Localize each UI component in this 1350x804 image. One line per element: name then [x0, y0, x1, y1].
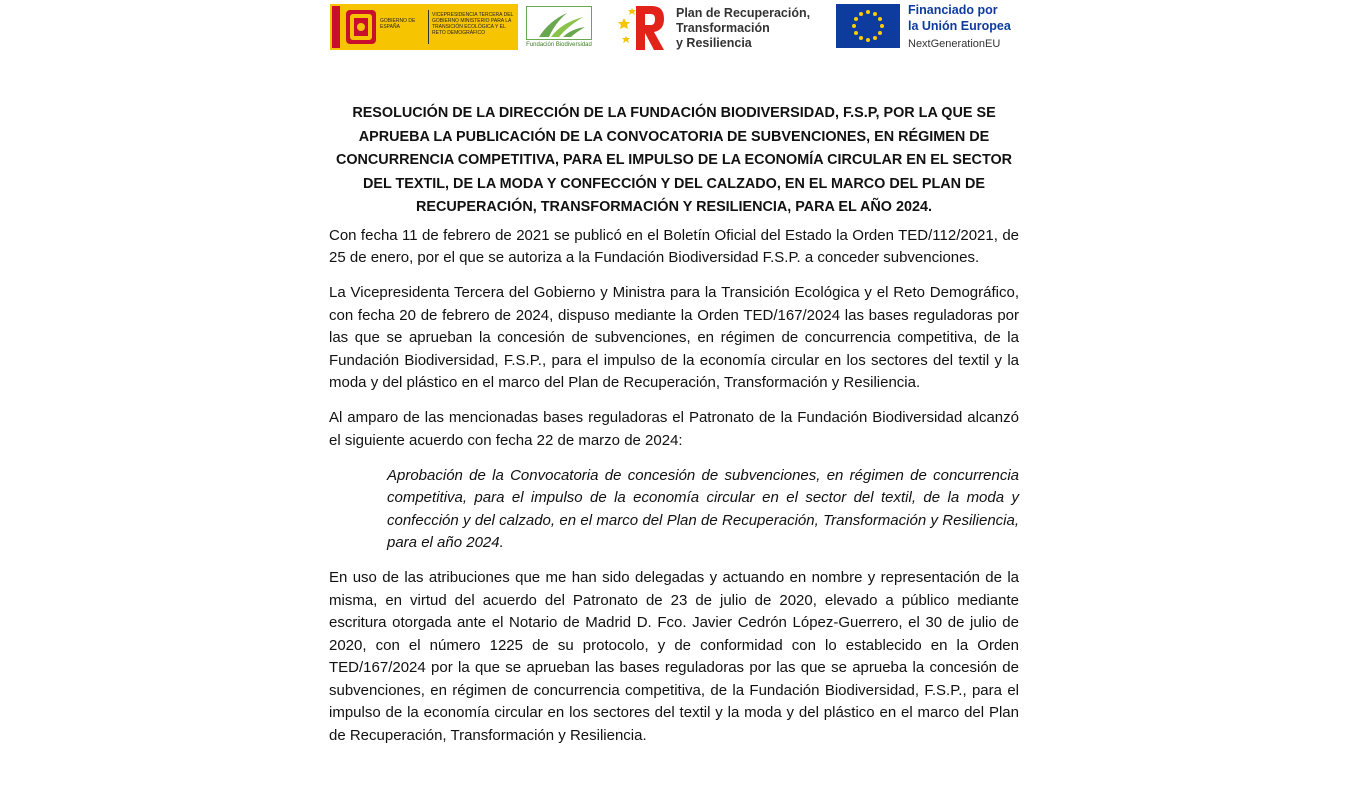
eu-line-2: la Unión Europea [908, 19, 1011, 33]
prtr-logo [618, 2, 828, 54]
gov-label: GOBIERNO DE ESPAÑA [380, 18, 416, 30]
prtr-line-2: Transformación [676, 21, 770, 35]
gobierno-espana-logo [330, 4, 518, 50]
document-title: RESOLUCIÓN DE LA DIRECCIÓN DE LA FUNDACIÓN BIODIVERSIDAD, F.S.P, POR LA QUE SE APRUEBA LA PUBLICACIÓN DE LA CONVOCATORIA DE SUBVENCIONES, EN RÉGIMEN DE CONCURRENCIA COMPETITIVA, PARA EL IMPULSO DE LA ECONOMÍA CIRCULAR EN EL SECTOR DEL TEXTIL, DE LA MODA Y CONFECCIÓN Y DEL CALZADO, EN EL MARCO DEL PLAN DE RECUPERACIÓN, TRANSFORMACIÓN Y RESILIENCIA, PARA EL AÑO 2024. [335, 105, 1013, 215]
eu-line-3: NextGenerationEU [908, 38, 1001, 50]
fb-frame [526, 6, 592, 40]
eu-funding-logo [836, 2, 1026, 54]
coat-of-arms-icon [344, 8, 378, 46]
eu-line-1: Financiado por [908, 3, 998, 17]
paragraph-4: En uso de las atribuciones que me han sido delegadas y actuando en nombre y representación de la misma, en virtud del acuerdo del Patronato de 23 de julio de 2020, elevado a público mediante escritura otorgada ante el Notario de Madrid D. Fco. Javier Cedrón López-Guerrero, el 30 de julio de 2020, con el número 1225 de su protocolo, y de conformidad con lo establecido en la Orden TED/167/2024 por la que se aprueban las bases reguladoras por las que se aprueba la concesión de subvenciones, en régimen de concurrencia competitiva, de la Fundación Biodiversidad, F.S.P., para el impulso de la economía circular en los sectores del textil y la moda y del plástico en el marco del Plan de Recuperación, Transformación y Resiliencia. [329, 569, 1019, 744]
logo-header [0, 0, 1350, 60]
document-body [329, 102, 1019, 760]
fundacion-biodiversidad-logo [524, 6, 594, 52]
flag-stripe [332, 6, 340, 48]
paragraph-2: La Vicepresidenta Tercera del Gobierno y Ministra para la Transición Ecológica y el Reto Demográfico, con fecha 20 de febrero de 2024, dispuso mediante la Orden TED/167/2024 las bases reguladoras por las que se aprueban la concesión de subvenciones, en régimen de concurrencia competitiva, de la Fundación Biodiversidad, F.S.P., para el impulso de la economía circular en los sectores del textil y la moda y del plástico en el marco del Plan de Recuperación, Transformación y Resiliencia. [329, 284, 1019, 391]
paragraph-3: Al amparo de las mencionadas bases reguladoras el Patronato de la Fundación Biodiversidad alcanzó el siguiente acuerdo con fecha 22 de marzo de 2024: [329, 409, 1019, 449]
eu-flag-icon [836, 4, 900, 48]
fb-label: Fundación Biodiversidad [526, 42, 592, 48]
prtr-mark-icon [618, 2, 668, 54]
prtr-line-3: y Resiliencia [676, 36, 752, 50]
ministry-label: VICEPRESIDENCIA TERCERA DEL GOBIERNO MINISTERIO PARA LA TRANSICIÓN ECOLÓGICA Y EL RETO DEMOGRÁFICO [432, 12, 514, 36]
prtr-line-1: Plan de Recuperación, [676, 6, 811, 20]
gov-divider [428, 10, 429, 44]
grass-icon [527, 7, 591, 39]
quoted-agreement: Aprobación de la Convocatoria de concesión de subvenciones, en régimen de concurrencia competitiva, para el impulso de la economía circular en el sector del textil, de la moda y confección y del calzado, en el marco del Plan de Recuperación, Transformación y Resiliencia, para el año 2024. [387, 466, 1019, 551]
paragraph-1: Con fecha 11 de febrero de 2021 se publicó en el Boletín Oficial del Estado la Orden TED/112/2021, de 25 de enero, por el que se autoriza a la Fundación Biodiversidad F.S.P. a conceder subvenciones. [329, 226, 1019, 266]
